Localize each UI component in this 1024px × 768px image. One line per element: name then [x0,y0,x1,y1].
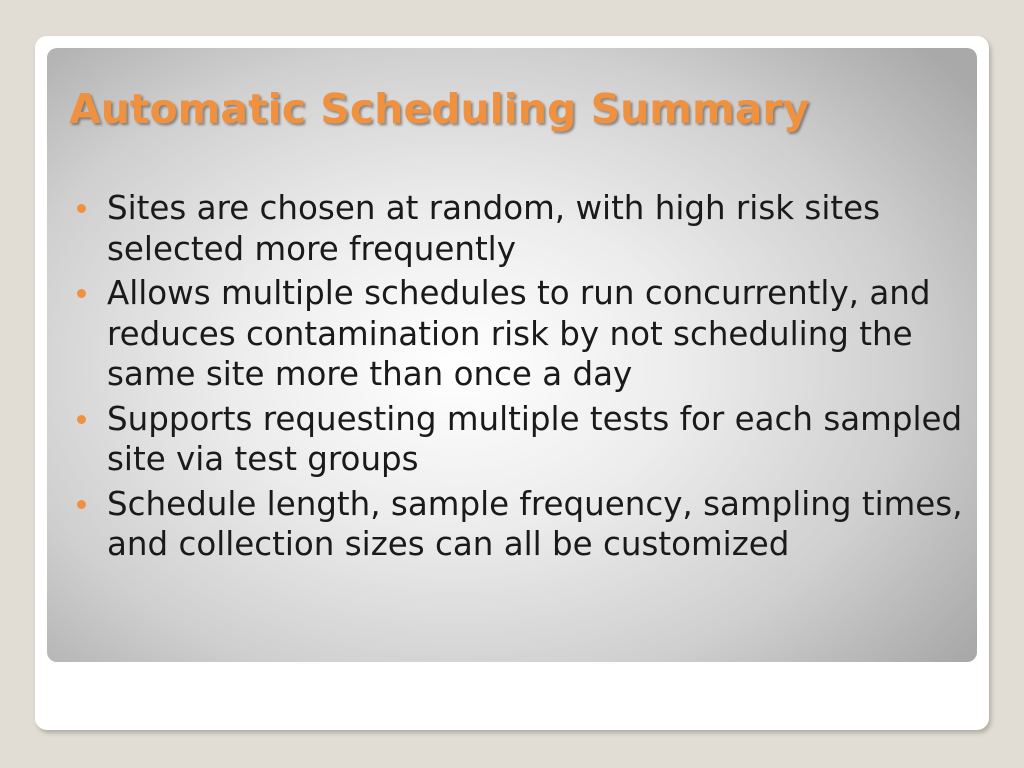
bullet-item [107,273,973,395]
bullet-dot-icon [77,500,86,509]
bullet-dot-icon [77,415,86,424]
bullet-item [107,188,973,269]
bullet-item [107,399,973,480]
bullet-dot-icon [77,289,86,298]
bullet-text: Sites are chosen at random, with high risk sites selected more frequently [107,189,881,268]
bullet-text: Allows multiple schedules to run concurrently, and reduces contamination risk by not scheduling the same site more than once a day [107,274,931,393]
bullet-item [107,484,973,565]
bullet-text: Schedule length, sample frequency, sampling times, and collection sizes can all be customized [107,484,963,563]
slide-frame [35,36,989,730]
bullet-list [107,188,973,569]
content-panel [47,48,977,662]
bullet-dot-icon [77,204,86,213]
bullet-text: Supports requesting multiple tests for each sampled site via test groups [107,399,963,478]
slide-title: Automatic Scheduling Summary [69,85,810,133]
